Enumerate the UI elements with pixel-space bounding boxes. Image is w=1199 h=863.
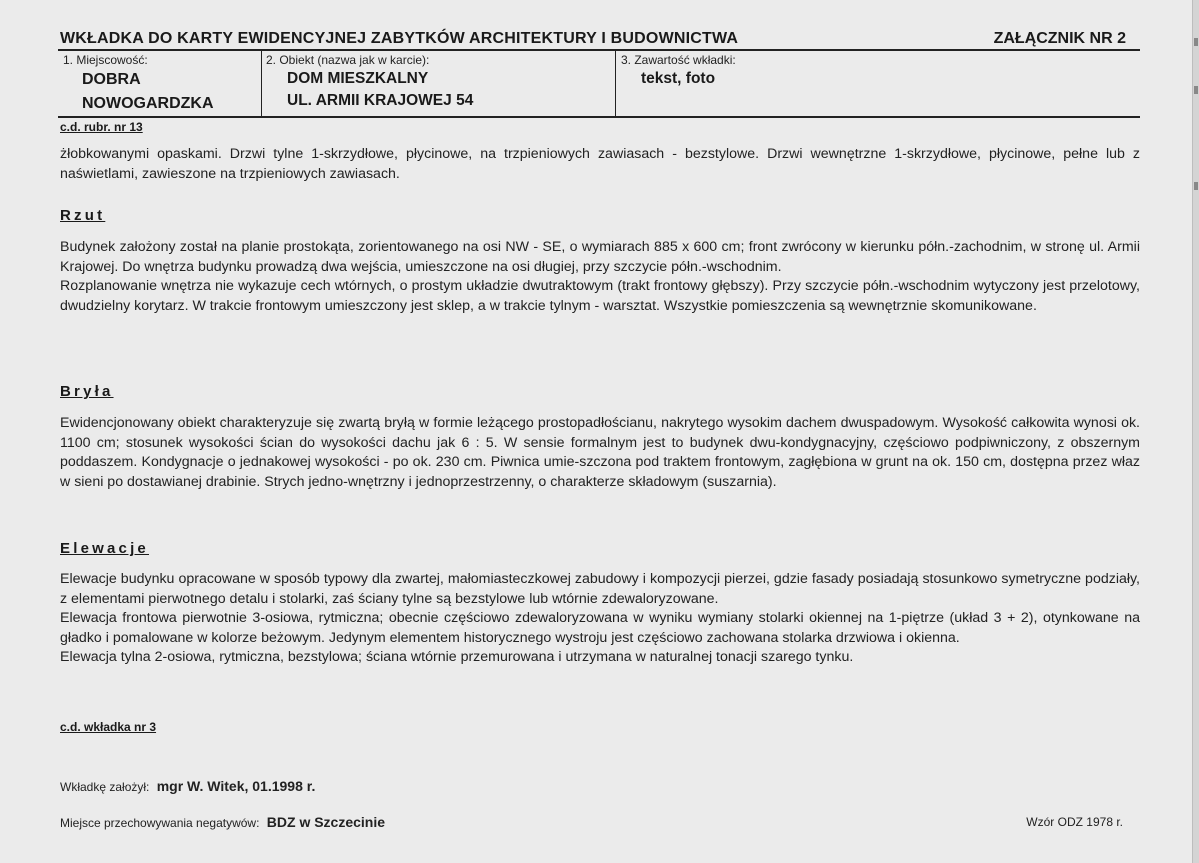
storage-value: BDZ w Szczecinie	[266, 814, 386, 830]
contents-value: tekst, foto	[641, 70, 716, 87]
section-body-bryla	[60, 414, 1140, 492]
section-body-rzut	[60, 238, 1140, 316]
edge-mark	[1194, 182, 1198, 190]
section-body-elewacje	[60, 570, 1140, 668]
elewacje-paragraph-1: Elewacje budynku opracowane w sposób typowy dla zwartej, małomiasteczkowej zabudowy i kompozycji pierzei, gdzie fasady posiadają stosunkowo symetryczne podziały, z elementami pierwotnego detalu i stolarki, zaś ściany tylne są bezstylowe lub wtórnie zdewaloryzowane.	[60, 571, 1140, 607]
page-edge	[1192, 0, 1199, 863]
continued-to: c.d. wkładka nr 3	[60, 720, 157, 734]
intro-text: żłobkowanymi opaskami. Drzwi tylne 1-skrzydłowe, płycinowe, na trzpieniowych zawiasach - bezstylowe. Drzwi wewnętrzne 1-skrzydłowe, płycinowe, pełne lub z naświetlami, zawieszone na trzpieniowych zawiasach.	[60, 146, 1140, 182]
place-label: 1. Miejscowość:	[63, 53, 148, 67]
contents-label: 3. Zawartość wkładki:	[621, 53, 736, 67]
continued-from: c.d. rubr. nr 13	[60, 120, 143, 134]
table-top-rule	[58, 49, 1140, 51]
elewacje-paragraph-2: Elewacja frontowa pierwotnie 3-osiowa, rytmiczna; obecnie częściowo zdewaloryzowana w wyniku wymiany stolarki okiennej na 1-piętrze (układ 3 + 2), otynkowane na gładko i pomalowane w kolorze beżowym. Jedynym elementem historycznego wystroju jest częściowo zachowana stolarka drzwiowa i okienna.	[60, 610, 1140, 646]
storage-line	[60, 814, 385, 830]
annex-number: ZAŁĄCZNIK NR 2	[993, 30, 1126, 47]
elewacje-paragraph-3: Elewacja tylna 2-osiowa, rytmiczna, bezstylowa; ściana wtórnie przemurowana i utrzymana w naturalnej tonacji szarego tynku.	[60, 649, 854, 665]
object-label: 2. Obiekt (nazwa jak w karcie):	[266, 53, 430, 67]
table-bottom-rule	[58, 116, 1140, 118]
rzut-paragraph-1: Budynek założony został na planie prostokąta, zorientowanego na osi NW - SE, o wymiarach 885 x 600 cm; front zwrócony w kierunku półn.-zachodnim, w stronę ul. Armii Krajowej. Do wnętrza budynku prowadzą dwa wejścia, umieszczone na osi długiej, przy szczycie półn.-wschodnim.	[60, 239, 1140, 275]
rzut-paragraph-2: Rozplanowanie wnętrza nie wykazuje cech wtórnych, o prostym układzie dwutraktowym (trakt frontowy głębszy). Przy szczycie półn.-wschodnim wytyczony jest przelotowy, dwudzielny korytarz. W trakcie frontowym umieszczony jest sklep, a w trakcie tylnym - warsztat. Wszystkie pomieszczenia są wewnętrznie skomunikowane.	[60, 278, 1140, 314]
author-label: Wkładkę założył:	[60, 780, 150, 794]
intro-paragraph	[60, 145, 1140, 184]
place-line2: NOWOGARDZKA	[82, 95, 214, 112]
form-template-note: Wzór ODZ 1978 r.	[1026, 815, 1123, 829]
section-heading-rzut: Rzut	[60, 207, 106, 224]
bryla-paragraph-1: Ewidencjonowany obiekt charakteryzuje się zwartą bryłą w formie leżącego prostopadłościanu, nakrytego wysokim dachem dwuspadowym. Wysokość całkowita wynosi ok. 1100 cm; stosunek wysokości ścian do wysokości dachu jak 6 : 5. W sensie formalnym jest to budynek dwu-kondygnacyjny, częściowo podpiwniczony, z obszernym poddaszem. Kondygnacje o jednakowej wysokości - po ok. 230 cm. Piwnica umie-szczona pod traktem frontowym, zagłębiona w grunt na ok. 150 cm, dostępna przez właz w sieni po dostawianej drabinie. Strych jedno-wnętrzny i jednoprzestrzenny, o charakterze składowym (suszarnia).	[60, 415, 1140, 490]
edge-mark	[1194, 38, 1198, 46]
author-line	[60, 778, 315, 794]
edge-mark	[1194, 86, 1198, 94]
section-heading-elewacje: Elewacje	[60, 540, 149, 557]
document-title: WKŁADKA DO KARTY EWIDENCYJNEJ ZABYTKÓW ARCHITEKTURY I BUDOWNICTWA	[60, 30, 739, 47]
storage-label: Miejsce przechowywania negatywów:	[60, 816, 260, 830]
author-value: mgr W. Witek, 01.1998 r.	[156, 778, 316, 794]
column-divider	[261, 50, 262, 117]
place-line1: DOBRA	[82, 71, 141, 88]
section-heading-bryla: Bryła	[60, 383, 114, 400]
object-line2: UL. ARMII KRAJOWEJ 54	[287, 92, 474, 109]
column-divider	[615, 50, 616, 117]
object-line1: DOM MIESZKALNY	[287, 70, 429, 87]
